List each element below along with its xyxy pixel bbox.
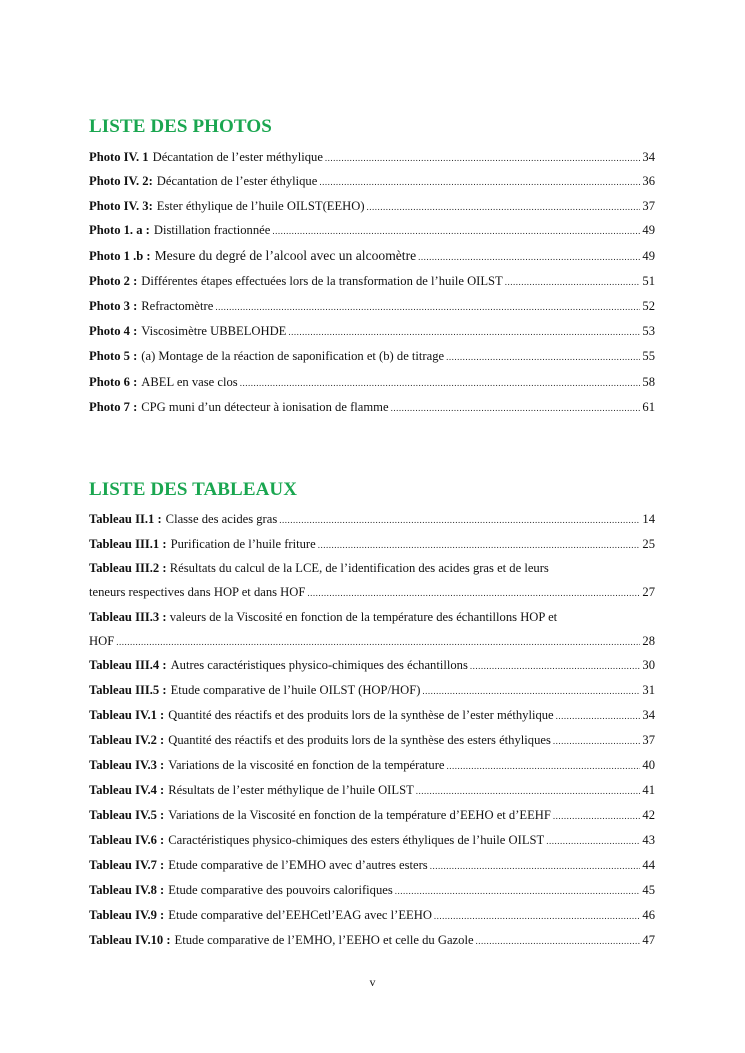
photo-entry[interactable]	[89, 400, 655, 420]
tables-section-title: LISTE DES TABLEAUX	[89, 479, 298, 500]
entry-text: Viscosimètre UBBELOHDE	[141, 324, 287, 338]
dot-leader	[553, 811, 641, 821]
entry-label: Photo 2 :	[89, 274, 138, 288]
entry-label: Tableau III.2 :	[89, 561, 167, 575]
dot-leader	[395, 886, 641, 896]
table-entry[interactable]	[89, 883, 655, 903]
table-entry[interactable]	[89, 733, 655, 753]
entry-text: Purification de l’huile friture	[170, 537, 316, 551]
entry-label: Tableau III.4 :	[89, 658, 167, 672]
photo-entry[interactable]	[89, 199, 655, 219]
entry-page: 37	[642, 199, 655, 213]
entry-page: 34	[642, 150, 655, 164]
entry-page: 47	[642, 933, 655, 947]
entry-page: 43	[642, 833, 655, 847]
entry-page: 58	[642, 375, 655, 389]
entry-label: Tableau III.3 :	[89, 610, 167, 624]
entry-text: Variations de la viscosité en fonction de la température	[168, 758, 445, 772]
entry-page: 45	[642, 883, 655, 897]
entry-page: 14	[642, 512, 655, 526]
entry-label: Photo IV. 2:	[89, 174, 153, 188]
table-entry[interactable]	[89, 908, 655, 928]
dot-leader	[470, 661, 641, 671]
entry-text: Résultats du calcul de la LCE, de l’identification des acides gras et de leurs	[169, 561, 549, 575]
photo-entry[interactable]	[89, 223, 655, 243]
entry-page: 36	[642, 174, 655, 188]
entry-page: 52	[642, 299, 655, 313]
dot-leader	[279, 515, 640, 525]
entry-label: Tableau IV.3 :	[89, 758, 165, 772]
entry-page: 37	[642, 733, 655, 747]
photos-section-title: LISTE DES PHOTOS	[89, 116, 272, 137]
table-entry[interactable]	[89, 808, 655, 828]
table-entry[interactable]	[89, 858, 655, 878]
dot-leader	[272, 226, 640, 236]
entry-text: Etude comparative de l’EMHO avec d’autres esters	[168, 858, 428, 872]
entry-label: Tableau IV.7 :	[89, 858, 165, 872]
entry-text: Etude comparative des pouvoirs calorifiques	[168, 883, 393, 897]
table-entry[interactable]	[89, 537, 655, 557]
table-entry-line2[interactable]	[89, 634, 655, 654]
entry-label: Photo 6 :	[89, 375, 138, 389]
dot-leader	[418, 252, 640, 262]
entry-text: Refractomètre	[141, 299, 214, 313]
photo-entry[interactable]	[89, 248, 655, 268]
entry-label: Photo 1. a :	[89, 223, 150, 237]
page-number: v	[369, 975, 376, 989]
dot-leader	[307, 588, 640, 598]
table-entry[interactable]	[89, 933, 655, 953]
entry-text: Quantité des réactifs et des produits lors de la synthèse de l’ester méthylique	[168, 708, 554, 722]
photo-entry[interactable]	[89, 349, 655, 369]
table-entry-line1[interactable]	[89, 561, 655, 576]
entry-label: Photo 5 :	[89, 349, 138, 363]
dot-leader	[367, 202, 641, 212]
entry-label: Photo IV. 3:	[89, 199, 153, 213]
entry-text: Etude comparative del’EEHCetl’EAG avec l’EEHO	[168, 908, 432, 922]
entry-page: 27	[642, 585, 655, 599]
entry-text: Mesure du degré de l’alcool avec un alcoomètre	[154, 248, 417, 263]
entry-text: Distillation fractionnée	[153, 223, 271, 237]
table-entry[interactable]	[89, 658, 655, 678]
entry-page: 51	[642, 274, 655, 288]
dot-leader	[446, 352, 640, 362]
entry-page: 28	[642, 634, 655, 648]
entry-text: Etude comparative de l’huile OILST (HOP/HOF)	[170, 683, 421, 697]
table-entry[interactable]	[89, 708, 655, 728]
entry-text: ABEL en vase clos	[141, 375, 238, 389]
photo-entry[interactable]	[89, 375, 655, 395]
entry-page: 40	[642, 758, 655, 772]
entry-text: CPG muni d’un détecteur à ionisation de flamme	[141, 400, 389, 414]
entry-label: Tableau IV.8 :	[89, 883, 165, 897]
entry-label: Tableau III.1 :	[89, 537, 167, 551]
dot-leader	[288, 327, 640, 337]
entry-text: Caractéristiques physico-chimiques des esters éthyliques de l’huile OILST	[168, 833, 545, 847]
entry-label: Photo IV. 1	[89, 150, 149, 164]
entry-text-continued: teneurs respectives dans HOP et dans HOF	[89, 585, 306, 599]
table-entry[interactable]	[89, 683, 655, 703]
entry-text: Décantation de l’ester éthylique	[156, 174, 318, 188]
entry-page: 25	[642, 537, 655, 551]
entry-label: Tableau IV.6 :	[89, 833, 165, 847]
entry-page: 41	[642, 783, 655, 797]
photo-entry[interactable]	[89, 174, 655, 194]
entry-page: 55	[642, 349, 655, 363]
table-entry[interactable]	[89, 758, 655, 778]
dot-leader	[318, 540, 641, 550]
table-entry-line1[interactable]	[89, 610, 655, 625]
entry-label: Photo 1 .b :	[89, 249, 151, 263]
dot-leader	[116, 637, 640, 647]
dot-leader	[476, 936, 641, 946]
dot-leader	[546, 836, 640, 846]
entry-text: (a) Montage de la réaction de saponification et (b) de titrage	[141, 349, 445, 363]
table-entry[interactable]	[89, 512, 655, 532]
entry-text: valeurs de la Viscosité en fonction de la température des échantillons HOP et	[169, 610, 558, 624]
entry-label: Photo 7 :	[89, 400, 138, 414]
entry-label: Tableau IV.10 :	[89, 933, 171, 947]
entry-label: Tableau IV.4 :	[89, 783, 165, 797]
entry-label: Tableau IV.5 :	[89, 808, 165, 822]
entry-text: Différentes étapes effectuées lors de la transformation de l’huile OILST	[141, 274, 503, 288]
table-entry[interactable]	[89, 783, 655, 803]
entry-page: 49	[642, 249, 655, 263]
entry-text: Quantité des réactifs et des produits lors de la synthèse des esters éthyliques	[168, 733, 551, 747]
photo-entry[interactable]	[89, 324, 655, 344]
photo-entry[interactable]	[89, 150, 655, 170]
entry-page: 30	[642, 658, 655, 672]
dot-leader	[416, 786, 641, 796]
dot-leader	[556, 711, 641, 721]
entry-page: 34	[642, 708, 655, 722]
entry-text: Résultats de l’ester méthylique de l’huile OILST	[168, 783, 414, 797]
entry-page: 53	[642, 324, 655, 338]
entry-label: Photo 4 :	[89, 324, 138, 338]
entry-page: 31	[642, 683, 655, 697]
table-entry-line2[interactable]	[89, 585, 655, 605]
dot-leader	[447, 761, 641, 771]
entry-label: Tableau IV.9 :	[89, 908, 165, 922]
dot-leader	[325, 153, 640, 163]
entry-text: Ester éthylique de l’huile OILST(EEHO)	[156, 199, 365, 213]
photo-entry[interactable]	[89, 299, 655, 319]
entry-text: Etude comparative de l’EMHO, l’EEHO et celle du Gazole	[174, 933, 474, 947]
dot-leader	[553, 736, 641, 746]
entry-page: 42	[642, 808, 655, 822]
entry-page: 46	[642, 908, 655, 922]
entry-label: Photo 3 :	[89, 299, 138, 313]
entry-text: Variations de la Viscosité en fonction de la température d’EEHO et d’EEHF	[168, 808, 551, 822]
dot-leader	[430, 861, 641, 871]
entry-label: Tableau III.5 :	[89, 683, 167, 697]
dot-leader	[434, 911, 640, 921]
entry-page: 49	[642, 223, 655, 237]
dot-leader	[391, 403, 641, 413]
table-entry[interactable]	[89, 833, 655, 853]
entry-text: Autres caractéristiques physico-chimiques des échantillons	[170, 658, 468, 672]
dot-leader	[240, 378, 641, 388]
dot-leader	[422, 686, 640, 696]
entry-page: 61	[642, 400, 655, 414]
entry-page: 44	[642, 858, 655, 872]
dot-leader	[505, 277, 641, 287]
entry-text-continued: HOF	[89, 634, 115, 648]
entry-label: Tableau IV.1 :	[89, 708, 165, 722]
entry-label: Tableau IV.2 :	[89, 733, 165, 747]
entry-label: Tableau II.1 :	[89, 512, 162, 526]
entry-text: Classe des acides gras	[165, 512, 278, 526]
dot-leader	[319, 177, 640, 187]
dot-leader	[215, 302, 640, 312]
photo-entry[interactable]	[89, 274, 655, 294]
entry-text: Décantation de l’ester méthylique	[152, 150, 323, 164]
